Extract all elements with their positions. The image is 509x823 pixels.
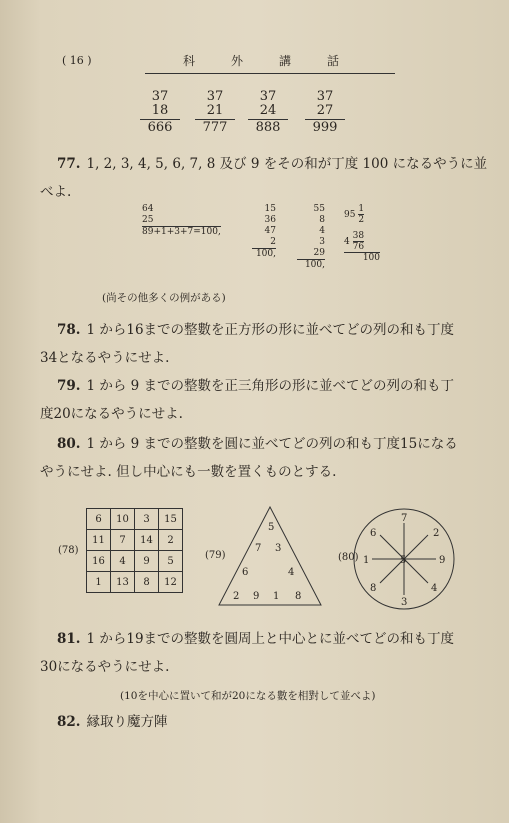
problem-78-cont: 34となるやうにせよ. (40, 350, 170, 366)
problem-81-cont: 30になるやうにせよ. (40, 659, 170, 675)
problem-80-cont: やうにせよ. 但し中心にも一數を置くものとする. (40, 464, 337, 480)
problem-80: 80. 1 から 9 までの整數を圓に並べてどの列の和も丁度15になる (57, 436, 458, 452)
answer-77-2: 15 36 47 2 100, (252, 204, 276, 260)
svg-text:7: 7 (255, 543, 262, 554)
answer-77-3: 55 8 4 3 29 100, (297, 204, 325, 271)
problem-78: 78. 1 から16までの整數を正方形の形に並べてどの列の和も丁度 (57, 322, 455, 338)
triangle-figure (215, 503, 325, 609)
sum-column: 37 27 999 (305, 90, 345, 135)
figure-78-label: (78) (58, 545, 79, 556)
note-81: (10を中心に置いて和が20になる數を相對して並べよ) (120, 690, 376, 702)
running-title: 科外講話 (183, 54, 376, 68)
magic-square-figure: 6 10 3 15 11 7 14 2 16 4 9 5 1 13 8 12 (86, 508, 183, 593)
svg-text:3: 3 (401, 597, 408, 608)
sum-column: 37 24 888 (248, 90, 288, 135)
svg-text:6: 6 (370, 528, 377, 539)
svg-text:5: 5 (400, 555, 407, 566)
svg-text:4: 4 (288, 567, 295, 578)
svg-text:4: 4 (431, 583, 438, 594)
svg-text:9: 9 (439, 555, 446, 566)
problem-82: 82. 縁取り魔方陣 (57, 714, 168, 730)
note-77: (尚その他多くの例がある) (102, 292, 226, 304)
svg-text:3: 3 (275, 543, 282, 554)
problem-81: 81. 1 から19までの整數を圓周上と中心とに並べてどの和も丁度 (57, 631, 455, 647)
svg-text:2: 2 (433, 528, 440, 539)
circle-figure (344, 505, 464, 613)
header-rule (145, 73, 395, 74)
problem-79-cont: 度20になるやうにせよ. (40, 406, 183, 422)
problem-77: 77. 1, 2, 3, 4, 5, 6, 7, 8 及び 9 をその和が丁度 100 になるやうに並 (57, 156, 488, 172)
svg-text:1: 1 (273, 591, 280, 602)
figure-80-label: (80) (338, 552, 359, 563)
sum-column: 37 21 777 (195, 90, 235, 135)
figure-79-label: (79) (205, 550, 226, 561)
answer-77-1: 64 25 89+1+3+7=100, (142, 204, 221, 237)
svg-text:8: 8 (295, 591, 302, 602)
sum-column: 37 18 666 (140, 90, 180, 135)
svg-text:9: 9 (253, 591, 260, 602)
svg-text:1: 1 (363, 555, 370, 566)
svg-text:2: 2 (233, 591, 240, 602)
svg-text:8: 8 (370, 583, 377, 594)
problem-79: 79. 1 から 9 までの整數を正三角形の形に並べてどの列の和も丁 (57, 378, 455, 394)
svg-text:6: 6 (242, 567, 249, 578)
svg-text:7: 7 (401, 513, 408, 524)
svg-text:5: 5 (268, 522, 275, 533)
answer-77-4: $95 \frac{1}{2}$ $4 \frac{38}{76}$ 100 (344, 204, 380, 263)
page-number: ( 16 ) (62, 54, 92, 67)
problem-77-cont: べよ. (40, 184, 72, 200)
